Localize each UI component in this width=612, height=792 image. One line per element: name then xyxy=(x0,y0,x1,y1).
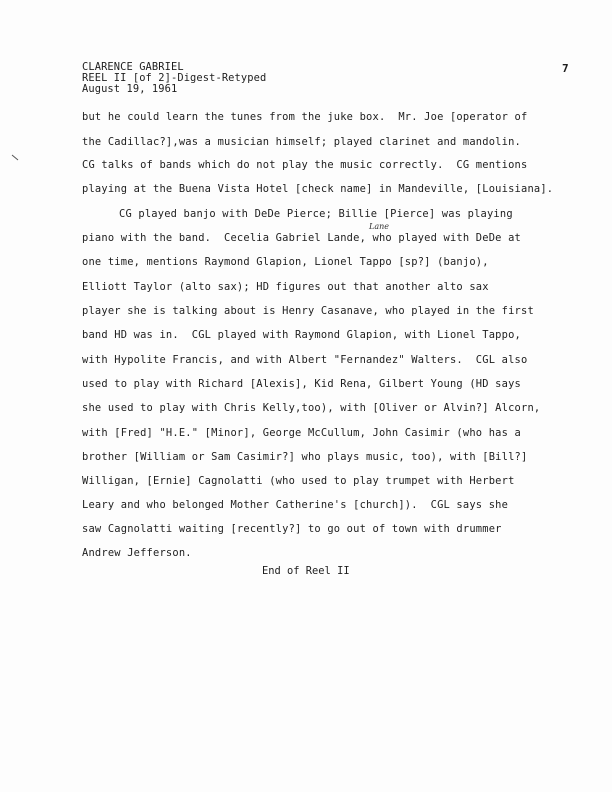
reel-info: REEL II [of 2]-Digest-Retyped xyxy=(82,72,267,84)
interviewee-name: CLARENCE GABRIEL xyxy=(82,61,184,73)
body-line-9: player she is talking about is Henry Casanave, who played in the first xyxy=(82,305,534,317)
body-line-17: Leary and who belonged Mother Catherine's [church]). CGL says she xyxy=(82,499,509,511)
body-line-7: one time, mentions Raymond Glapion, Lionel Tappo [sp?] (banjo), xyxy=(82,256,489,268)
body-line-15: brother [William or Sam Casimir?] who plays music, too), with [Bill?] xyxy=(82,451,528,463)
page-number: 7 xyxy=(562,62,569,75)
body-line-12: used to play with Richard [Alexis], Kid Rena, Gilbert Young (HD says xyxy=(82,378,521,390)
body-line-13: she used to play with Chris Kelly,too), with [Oliver or Alvin?] Alcorn, xyxy=(82,402,541,414)
interview-date: August 19, 1961 xyxy=(82,83,178,95)
body-line-6: piano with the band. Cecelia Gabriel Lande, who played with DeDe at xyxy=(82,232,521,244)
body-line-16: Willigan, [Ernie] Cagnolatti (who used to play trumpet with Herbert xyxy=(82,475,515,487)
body-line-14: with [Fred] "H.E." [Minor], George McCullum, John Casimir (who has a xyxy=(82,427,521,439)
body-line-2: the Cadillac?],was a musician himself; played clarinet and mandolin. xyxy=(82,136,521,148)
body-line-5: CG played banjo with DeDe Pierce; Billie [Pierce] was playing xyxy=(119,208,513,220)
body-line-4: playing at the Buena Vista Hotel [check name] in Mandeville, [Louisiana]. xyxy=(82,183,554,195)
body-line-18: saw Cagnolatti waiting [recently?] to go out of town with drummer xyxy=(82,523,502,535)
body-line-11: with Hypolite Francis, and with Albert "Fernandez" Walters. CGL also xyxy=(82,354,528,366)
body-line-8: Elliott Taylor (alto sax); HD figures out that another alto sax xyxy=(82,281,489,293)
stray-pen-mark xyxy=(11,154,19,162)
handwritten-correction: Lane xyxy=(369,222,389,231)
body-line-3: CG talks of bands which do not play the music correctly. CG mentions xyxy=(82,159,528,171)
end-of-reel-text: End of Reel II xyxy=(262,565,350,577)
body-line-19: Andrew Jefferson. xyxy=(82,547,192,559)
body-line-1: but he could learn the tunes from the juke box. Mr. Joe [operator of xyxy=(82,111,528,123)
body-line-10: band HD was in. CGL played with Raymond Glapion, with Lionel Tappo, xyxy=(82,329,521,341)
